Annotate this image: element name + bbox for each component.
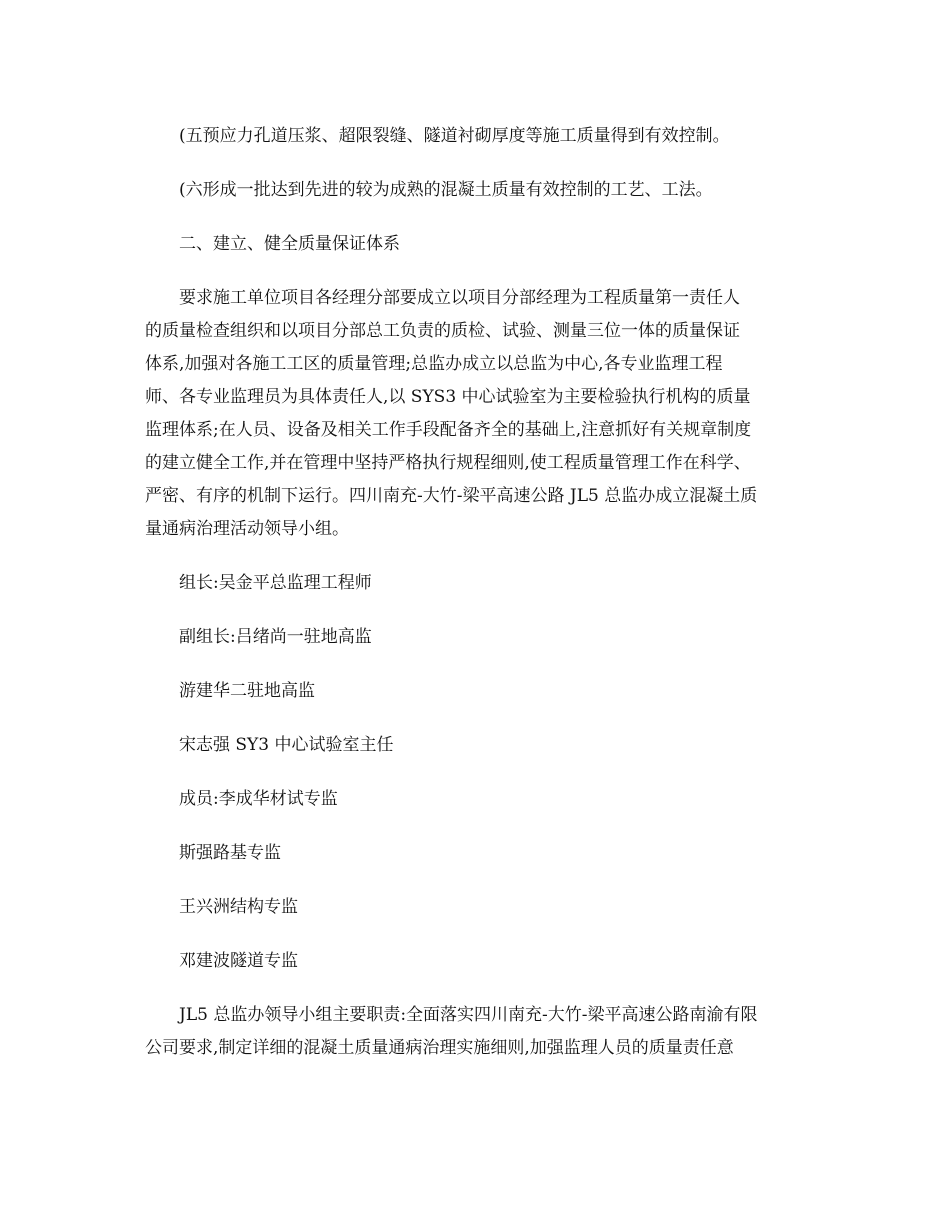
deputy-leader-line: 游建华二驻地高监 [179,681,315,701]
text-line: 监理体系;在人员、设备及相关工作手段配备齐全的基础上,注意抓好有关规章制度 [145,420,752,440]
paragraph-item-6: (六形成一批达到先进的较为成熟的混凝土质量有效控制的工艺、工法。 [179,180,713,200]
text-line: 严密、有序的机制下运行。四川南充-大竹-梁平高速公路 JL5 总监办成立混凝土质 [145,486,758,506]
text-line: 师、各专业监理员为具体责任人,以 SYS3 中心试验室为主要检验执行机构的质量 [145,387,751,407]
paragraph-quality-system [145,282,807,546]
paragraph-duties [145,999,807,1065]
text-line: 要求施工单位项目各经理分部要成立以项目分部经理为工程质量第一责任人 [179,288,740,308]
text-line: 公司要求,制定详细的混凝土质量通病治理实施细则,加强监理人员的质量责任意 [145,1038,734,1058]
text-line: 的质量检查组织和以项目分部总工负责的质检、试验、测量三位一体的质量保证 [145,321,740,341]
deputy-leader-line: 宋志强 SY3 中心试验室主任 [179,735,394,755]
section-heading: 二、建立、健全质量保证体系 [179,234,400,254]
paragraph-item-5: (五预应力孔道压浆、超限裂缝、隧道衬砌厚度等施工质量得到有效控制。 [179,126,730,146]
document-body [145,120,807,1086]
member-line: 邓建波隧道专监 [179,951,298,971]
member-line: 成员:李成华材试专监 [179,789,338,809]
text-line: 体系,加强对各施工工区的质量管理;总监办成立以总监为中心,各专业监理工程 [145,354,723,374]
text-line: 量通病治理活动领导小组。 [145,519,349,539]
text-line: 的建立健全工作,并在管理中坚持严格执行规程细则,使工程质量管理工作在科学、 [145,453,751,473]
member-line: 王兴洲结构专监 [179,897,298,917]
group-leader-line: 组长:吴金平总监理工程师 [179,573,372,593]
member-line: 斯强路基专监 [179,843,281,863]
text-line: JL5 总监办领导小组主要职责:全面落实四川南充-大竹-梁平高速公路南渝有限 [179,1005,758,1025]
deputy-leader-line: 副组长:吕绪尚一驻地高监 [179,627,372,647]
